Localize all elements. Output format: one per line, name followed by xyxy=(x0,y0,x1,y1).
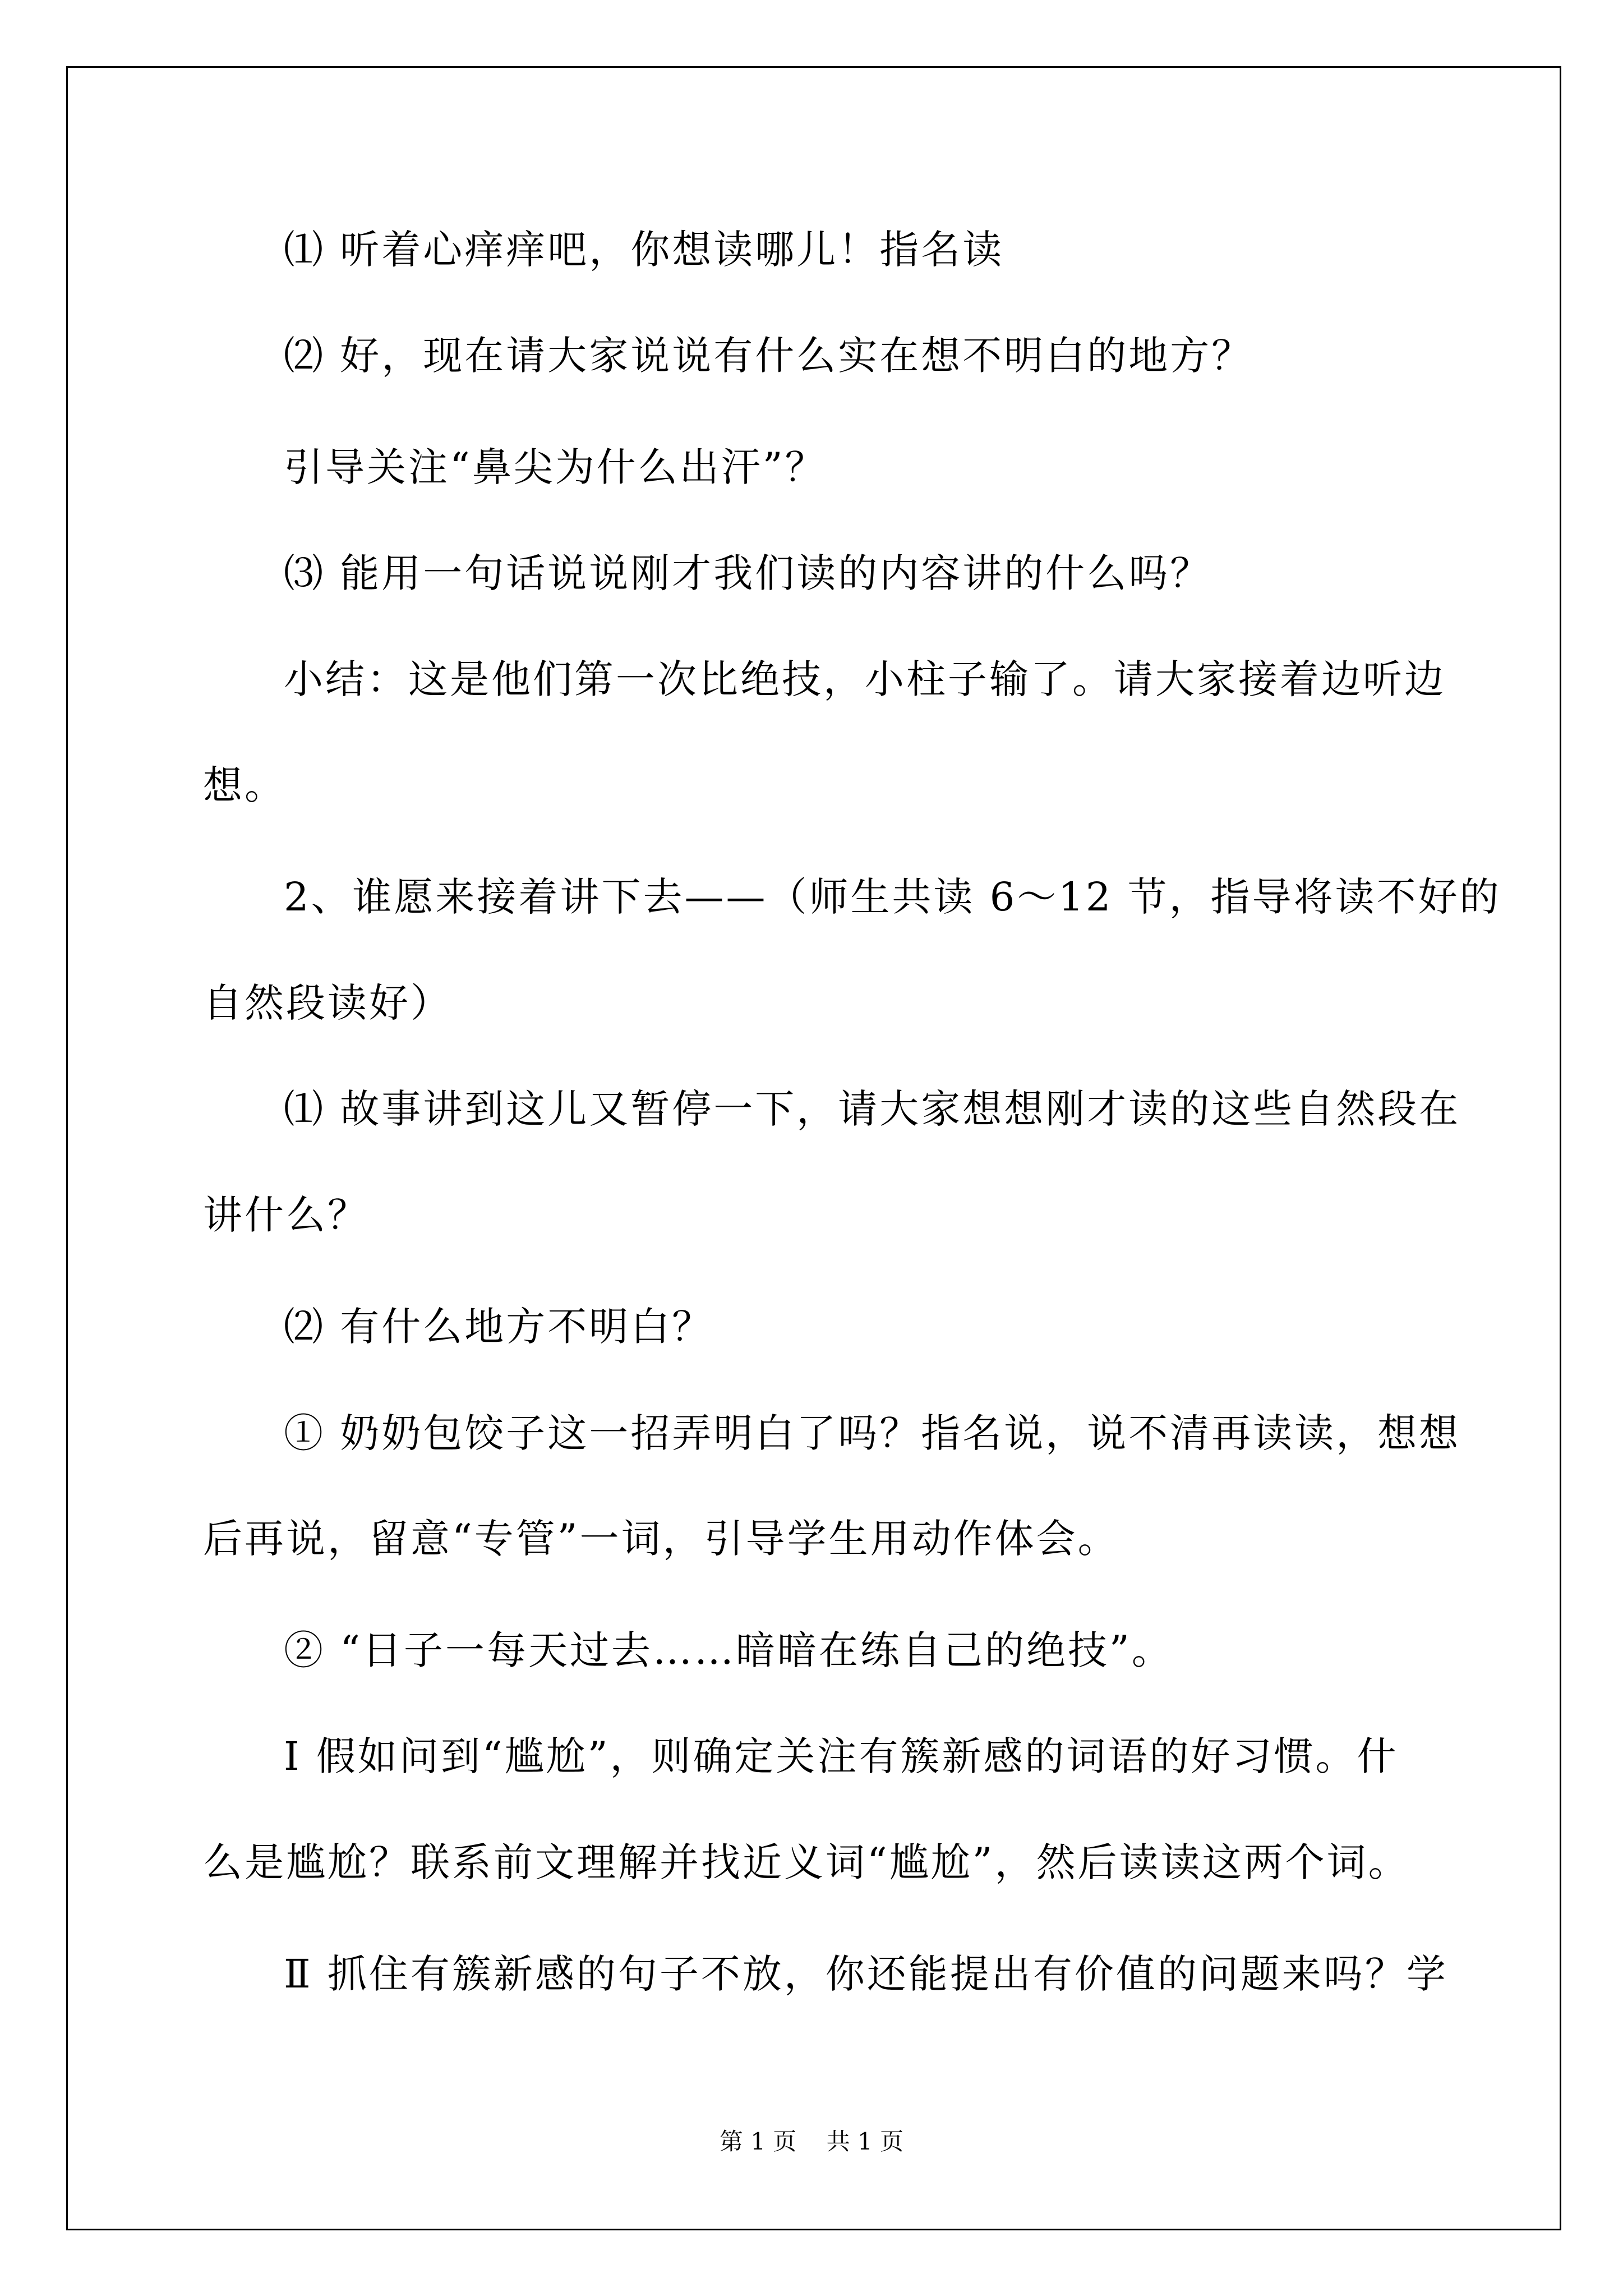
text-line: 自然段读好） xyxy=(203,980,452,1026)
page-border xyxy=(66,66,1561,2230)
page-footer: 第 1 页 共 1 页 xyxy=(719,2128,904,2155)
text-line: Ⅰ 假如问到“尴尬”，则确定关注有簇新感的词语的好习惯。什 xyxy=(284,1733,1399,1779)
text-line: 2、谁愿来接着讲下去——（师生共读 6～12 节，指导将读不好的 xyxy=(284,874,1501,920)
text-line: ⑶ 能用一句话说说刚才我们读的内容讲的什么吗？ xyxy=(284,550,1212,596)
text-line: ⑴ 听着心痒痒吧，你想读哪儿！指名读 xyxy=(284,227,1004,273)
text-line: ① 奶奶包饺子这一招弄明白了吗？指名说，说不清再读读，想想 xyxy=(284,1410,1461,1456)
text-line: 后再说，留意“专管”一词，引导学生用动作体会。 xyxy=(203,1516,1119,1562)
text-line: 引导关注“鼻尖为什么出汗”？ xyxy=(284,444,827,490)
text-line: ⑵ 有什么地方不明白？ xyxy=(284,1304,714,1350)
text-line: ⑴ 故事讲到这儿又暂停一下，请大家想想刚才读的这些自然段在 xyxy=(284,1086,1461,1132)
text-line: 小结：这是他们第一次比绝技，小柱子输了。请大家接着边听边 xyxy=(284,656,1446,702)
text-line: Ⅱ 抓住有簇新感的句子不放，你还能提出有价值的问题来吗？学 xyxy=(284,1951,1448,1997)
text-line: ⑵ 好，现在请大家说说有什么实在想不明白的地方？ xyxy=(284,333,1253,379)
text-line: 么是尴尬？联系前文理解并找近义词“尴尬”，然后读读这两个词。 xyxy=(203,1839,1410,1885)
text-line: ② “日子一每天过去……暗暗在练自己的绝技”。 xyxy=(284,1627,1173,1673)
text-line: 想。 xyxy=(203,762,286,808)
text-line: 讲什么？ xyxy=(203,1192,369,1238)
